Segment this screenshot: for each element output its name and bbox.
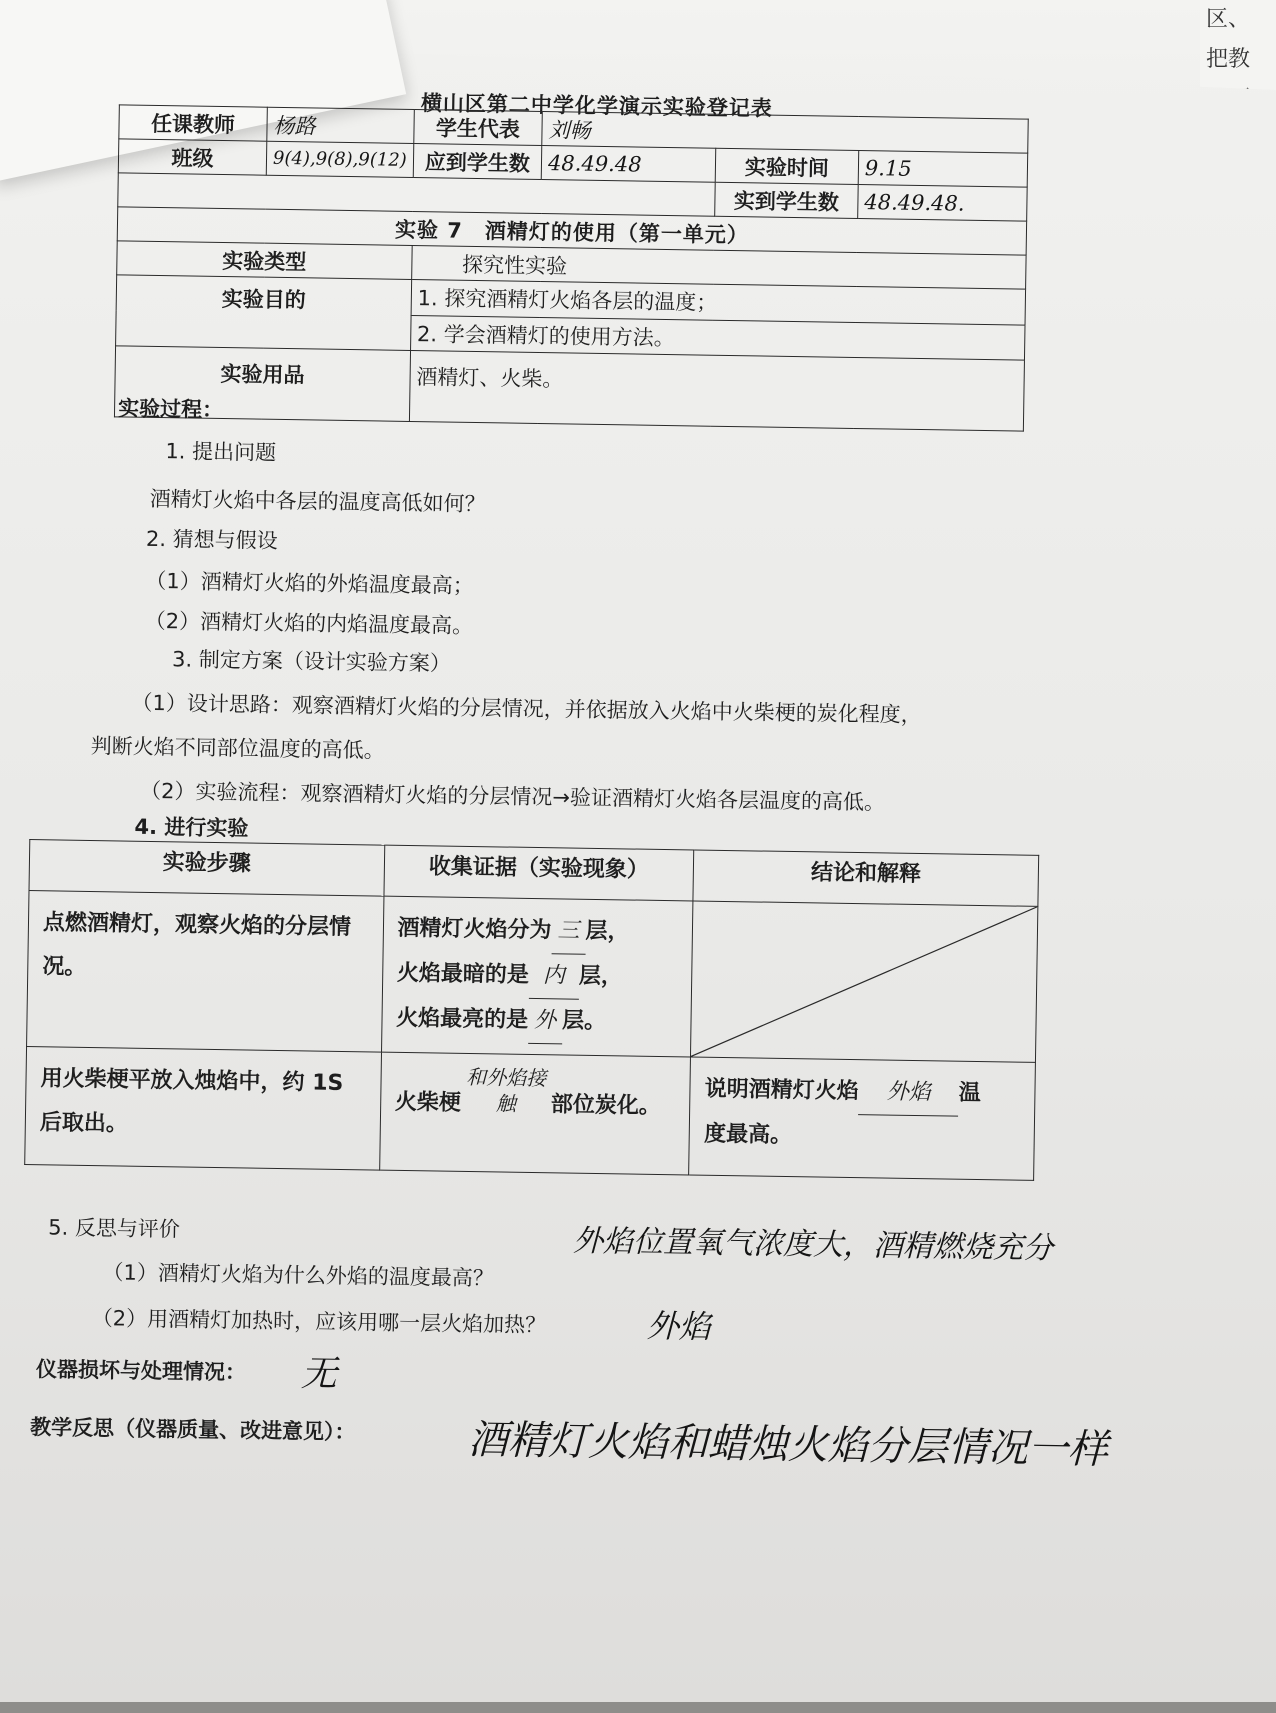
info-table [114, 104, 1029, 431]
supplies-label: 实验用品 [114, 346, 410, 422]
teaching-reflection-label: 教学反思（仪器质量、改进意见）： [29, 1415, 356, 1445]
aim-item-2: 2. 学会酒精灯的使用方法。 [410, 315, 1025, 360]
time-label: 实验时间 [715, 148, 859, 184]
row1-conclusion-crossed [691, 901, 1038, 1062]
row2-blank-hottest: 外焰 [858, 1070, 959, 1117]
answer-2-handwritten: 外焰 [646, 1306, 712, 1346]
row1-step: 点燃酒精灯，观察火焰的分层情况。 [27, 891, 384, 1053]
class-value: 9(4),9(8),9(12) [266, 141, 413, 177]
class-label: 班级 [118, 139, 267, 175]
expected-students-label: 应到学生数 [413, 143, 542, 179]
actual-students-value: 48.49.48. [858, 184, 1028, 221]
procedure-flow: （2）实验流程：观察酒精灯火焰的分层情况→验证酒精灯火焰各层温度的高低。 [139, 778, 886, 815]
experiment-title: 实验 7 酒精灯的使用（第一单元） [117, 207, 1026, 255]
student-rep-label: 学生代表 [414, 109, 543, 145]
design-idea-line-2: 判断火焰不同部位温度的高低。 [90, 733, 385, 763]
header-conclusion: 结论和解释 [693, 850, 1038, 906]
row2-blank-charred-part: 和外焰接触 [466, 1064, 547, 1116]
type-label: 实验类型 [117, 241, 412, 280]
teacher-label: 任课教师 [119, 105, 268, 141]
design-idea-line-1: （1）设计思路：观察酒精灯火焰的分层情况，并依据放入火焰中火柴梗的炭化程度， [131, 690, 922, 728]
experiment-table [24, 839, 1039, 1181]
time-value: 9.15 [858, 150, 1028, 187]
supplies-value: 酒精灯、火柴。 [409, 350, 1024, 431]
hypothesis-1: （1）酒精灯火焰的外焰温度最高； [145, 568, 474, 598]
row2-step: 用火柴梗平放入烛焰中，约 1S 后取出。 [25, 1047, 381, 1171]
process-heading: 实验过程： [117, 396, 224, 423]
row2-conclusion: 说明酒精灯火焰 外焰 温 度最高。 [689, 1057, 1036, 1180]
header-evidence: 收集证据（实验现象） [384, 845, 694, 901]
question-2: （2）用酒精灯加热时，应该用哪一层火焰加热？ [91, 1306, 547, 1338]
aim-item-1: 1. 探究酒精灯火焰各层的温度； [411, 279, 1026, 324]
type-value: 探究性实验 [411, 245, 1026, 289]
teacher-value: 杨路 [267, 107, 414, 143]
answer-1-handwritten: 外焰位置氧气浓度大，酒精燃烧充分 [572, 1223, 1054, 1267]
document-title: 横山区第二中学化学演示实验登记表 [420, 91, 774, 121]
right-edge-text-1: 区、 [1206, 7, 1251, 32]
section-4-title: 4. 进行实验 [134, 814, 249, 841]
section-2-title: 2. 猜想与假设 [145, 526, 278, 553]
section-1-text: 酒精灯火焰中各层的温度高低如何？ [149, 486, 486, 517]
damage-label: 仪器损坏与处理情况： [35, 1357, 247, 1385]
hypothesis-2: （2）酒精灯火焰的内焰温度最高。 [144, 608, 474, 638]
row2-evidence: 火柴梗和外焰接触 部位炭化。 [379, 1052, 691, 1175]
aim-label: 实验目的 [116, 275, 412, 351]
section-1-title: 1. 提出问题 [165, 439, 277, 465]
expected-students-value: 48.49.48 [541, 146, 715, 183]
header-steps: 实验步骤 [29, 840, 384, 897]
actual-students-label: 实到学生数 [715, 182, 859, 218]
teaching-reflection-handwritten: 酒精灯火焰和蜡烛火焰分层情况一样 [467, 1417, 1109, 1474]
row1-blank-layers: 三 [551, 909, 586, 955]
row1-blank-brightest: 外 [528, 999, 563, 1045]
diagonal-line [691, 901, 1037, 1061]
right-edge-text-2: 把教 [1206, 47, 1251, 72]
section-5-title: 5. 反思与评价 [48, 1215, 181, 1242]
student-rep-value: 刘畅 [542, 112, 1028, 154]
question-1: （1）酒精灯火焰为什么外焰的温度最高？ [102, 1260, 495, 1291]
section-3-title: 3. 制定方案（设计实验方案） [171, 647, 452, 676]
damage-value-handwritten: 无 [300, 1353, 338, 1395]
row1-evidence: 酒精灯火焰分为 三 层， 火焰最暗的是 内 层， 火焰最亮的是 外 层。 [381, 896, 693, 1057]
row1-blank-darkest: 内 [528, 954, 579, 1000]
